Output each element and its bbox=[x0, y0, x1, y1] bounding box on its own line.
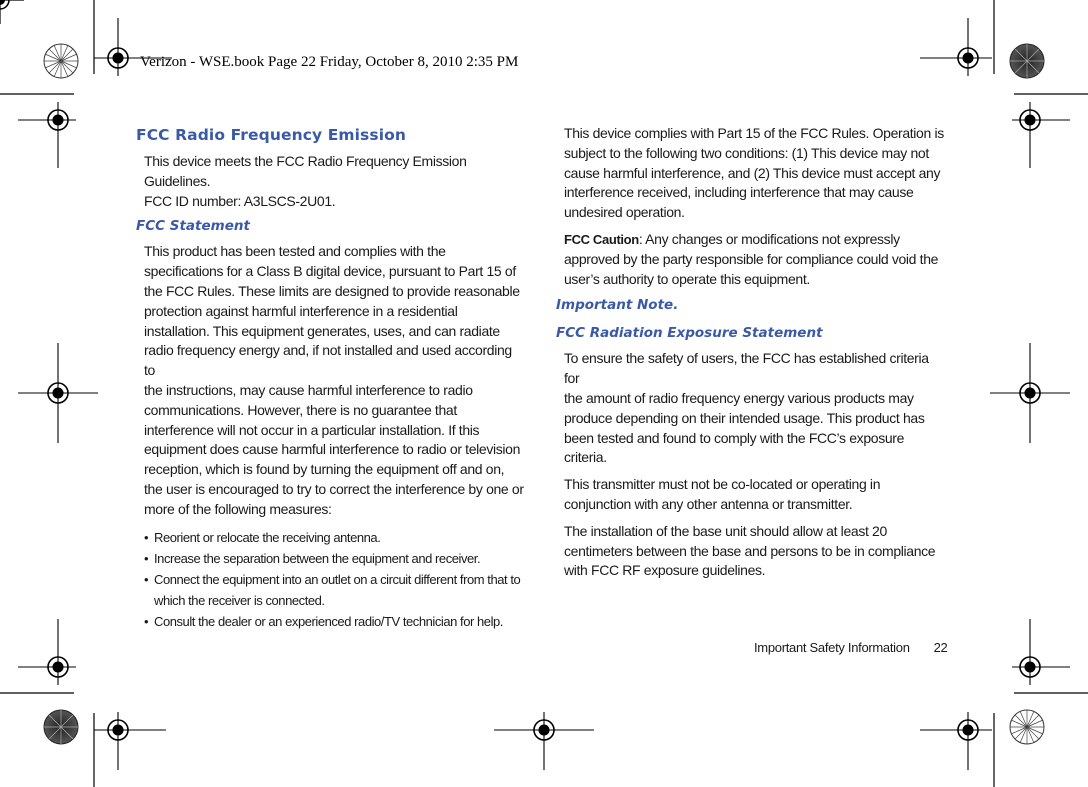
text-line: subject to the following two conditions: (1) This device may not bbox=[564, 144, 929, 161]
part15-paragraph bbox=[564, 124, 944, 223]
list-item bbox=[144, 527, 524, 548]
crosshair-target-icon bbox=[920, 18, 992, 76]
text-line: This device complies with Part 15 of the FCC Rules. Operation is bbox=[564, 125, 944, 141]
crosshair-target-icon bbox=[18, 619, 76, 685]
text-line: the user is encouraged to try to correct the interference by one or bbox=[144, 480, 524, 497]
crosshair-target-icon bbox=[1012, 102, 1070, 168]
text-line: approved by the party responsible for compliance could void the bbox=[564, 250, 939, 267]
crosshair-target-icon bbox=[18, 102, 76, 168]
text-line: • Reorient or relocate the receiving antenna. bbox=[154, 529, 381, 545]
list-item bbox=[144, 611, 524, 632]
starburst-target-icon bbox=[1010, 710, 1044, 744]
list-item bbox=[144, 548, 524, 569]
text-line: more of the following measures: bbox=[144, 500, 332, 517]
text-line: This product has been tested and complies with the bbox=[144, 243, 446, 260]
text-line: the amount of radio frequency energy various products may bbox=[564, 389, 914, 406]
text-line: equipment does cause harmful interference to radio or television bbox=[144, 441, 521, 458]
intro-paragraph bbox=[144, 152, 524, 211]
text-line: specifications for a Class B digital device, pursuant to Part 15 of bbox=[144, 263, 516, 280]
text-line: • Consult the dealer or an experienced radio/TV technician for help. bbox=[154, 613, 503, 629]
page-footer bbox=[754, 640, 948, 655]
text-line: centimeters between the base and persons to be in compliance bbox=[564, 542, 936, 559]
text-line: The installation of the base unit should allow at least 20 bbox=[564, 522, 887, 539]
crosshair-target-icon bbox=[494, 712, 594, 770]
text-line: cause harmful interference, and (2) This device must accept any bbox=[564, 164, 941, 181]
text-line: radio frequency energy and, if not installed and used according to bbox=[144, 342, 512, 379]
starburst-target-icon bbox=[44, 44, 78, 78]
text-line: criteria. bbox=[564, 449, 607, 466]
crosshair-target-icon bbox=[94, 712, 166, 770]
list-item bbox=[144, 569, 524, 611]
text-line: This device meets the FCC Radio Frequency Emission Guidelines. bbox=[144, 153, 467, 189]
fcc-statement-heading: FCC Statement bbox=[136, 218, 250, 235]
caution-text: : Any changes or modifications not expressly bbox=[638, 230, 900, 247]
text-line: installation. This equipment generates, uses, and can radiate bbox=[144, 322, 500, 339]
text-line: protection against harmful interference in a residential bbox=[144, 302, 458, 319]
text-line: interference will not occur in a particular installation. If this bbox=[144, 421, 480, 438]
installation-paragraph bbox=[564, 522, 944, 581]
text-line: To ensure the safety of users, the FCC has established criteria for bbox=[564, 350, 929, 387]
text-line: conjunction with any other antenna or transmitter. bbox=[564, 495, 853, 512]
starburst-target-icon bbox=[1010, 44, 1044, 78]
radiation-paragraph bbox=[564, 349, 944, 468]
measures-list bbox=[144, 527, 524, 632]
fcc-rf-emission-heading: FCC Radio Frequency Emission bbox=[136, 126, 407, 144]
crosshair-target-icon bbox=[18, 343, 98, 443]
footer-section-title: Important Safety Information bbox=[754, 640, 910, 655]
text-line: reception, which is found by turning the equipment off and on, bbox=[144, 461, 505, 478]
text-line: produce depending on their intended usage. This product has bbox=[564, 409, 925, 426]
text-line: • Connect the equipment into an outlet on a circuit different from that to bbox=[154, 571, 521, 587]
book-header: Verizon - WSE.book Page 22 Friday, October 8, 2010 2:35 PM bbox=[140, 54, 519, 70]
statement-paragraph bbox=[144, 242, 524, 519]
important-note-heading: Important Note. bbox=[556, 297, 679, 314]
text-line: interference received, including interference that may cause bbox=[564, 184, 914, 201]
right-column bbox=[556, 124, 944, 588]
text-line: the FCC Rules. These limits are designed to provide reasonable bbox=[144, 282, 520, 299]
text-line: • Increase the separation between the equipment and receiver. bbox=[154, 550, 481, 566]
starburst-target-icon bbox=[44, 710, 78, 744]
crosshair-target-icon bbox=[94, 18, 142, 76]
fcc-caution-label: FCC Caution bbox=[564, 231, 639, 247]
text-line: undesired operation. bbox=[564, 204, 685, 221]
text-line: This transmitter must not be co-located or operating in bbox=[564, 476, 881, 493]
crosshair-target-icon bbox=[920, 712, 992, 770]
radiation-exposure-heading: FCC Radiation Exposure Statement bbox=[556, 325, 823, 342]
page-number: 22 bbox=[933, 640, 948, 655]
crosshair-target-icon bbox=[1012, 619, 1070, 685]
text-line: the instructions, may cause harmful interference to radio bbox=[144, 381, 473, 398]
crosshair-target-icon bbox=[990, 343, 1070, 443]
text-line bbox=[564, 230, 944, 250]
text-line: user’s authority to operate this equipment. bbox=[564, 270, 810, 287]
text-line: which the receiver is connected. bbox=[154, 592, 325, 608]
text-line: FCC ID number: A3LSCS-2U01. bbox=[144, 192, 336, 209]
text-line: communications. However, there is no guarantee that bbox=[144, 401, 457, 418]
text-line: with FCC RF exposure guidelines. bbox=[564, 562, 766, 579]
fcc-caution-paragraph bbox=[564, 230, 944, 289]
colocation-paragraph bbox=[564, 475, 944, 515]
left-column bbox=[136, 124, 524, 632]
text-line: been tested and found to comply with the FCC’s exposure bbox=[564, 429, 905, 446]
